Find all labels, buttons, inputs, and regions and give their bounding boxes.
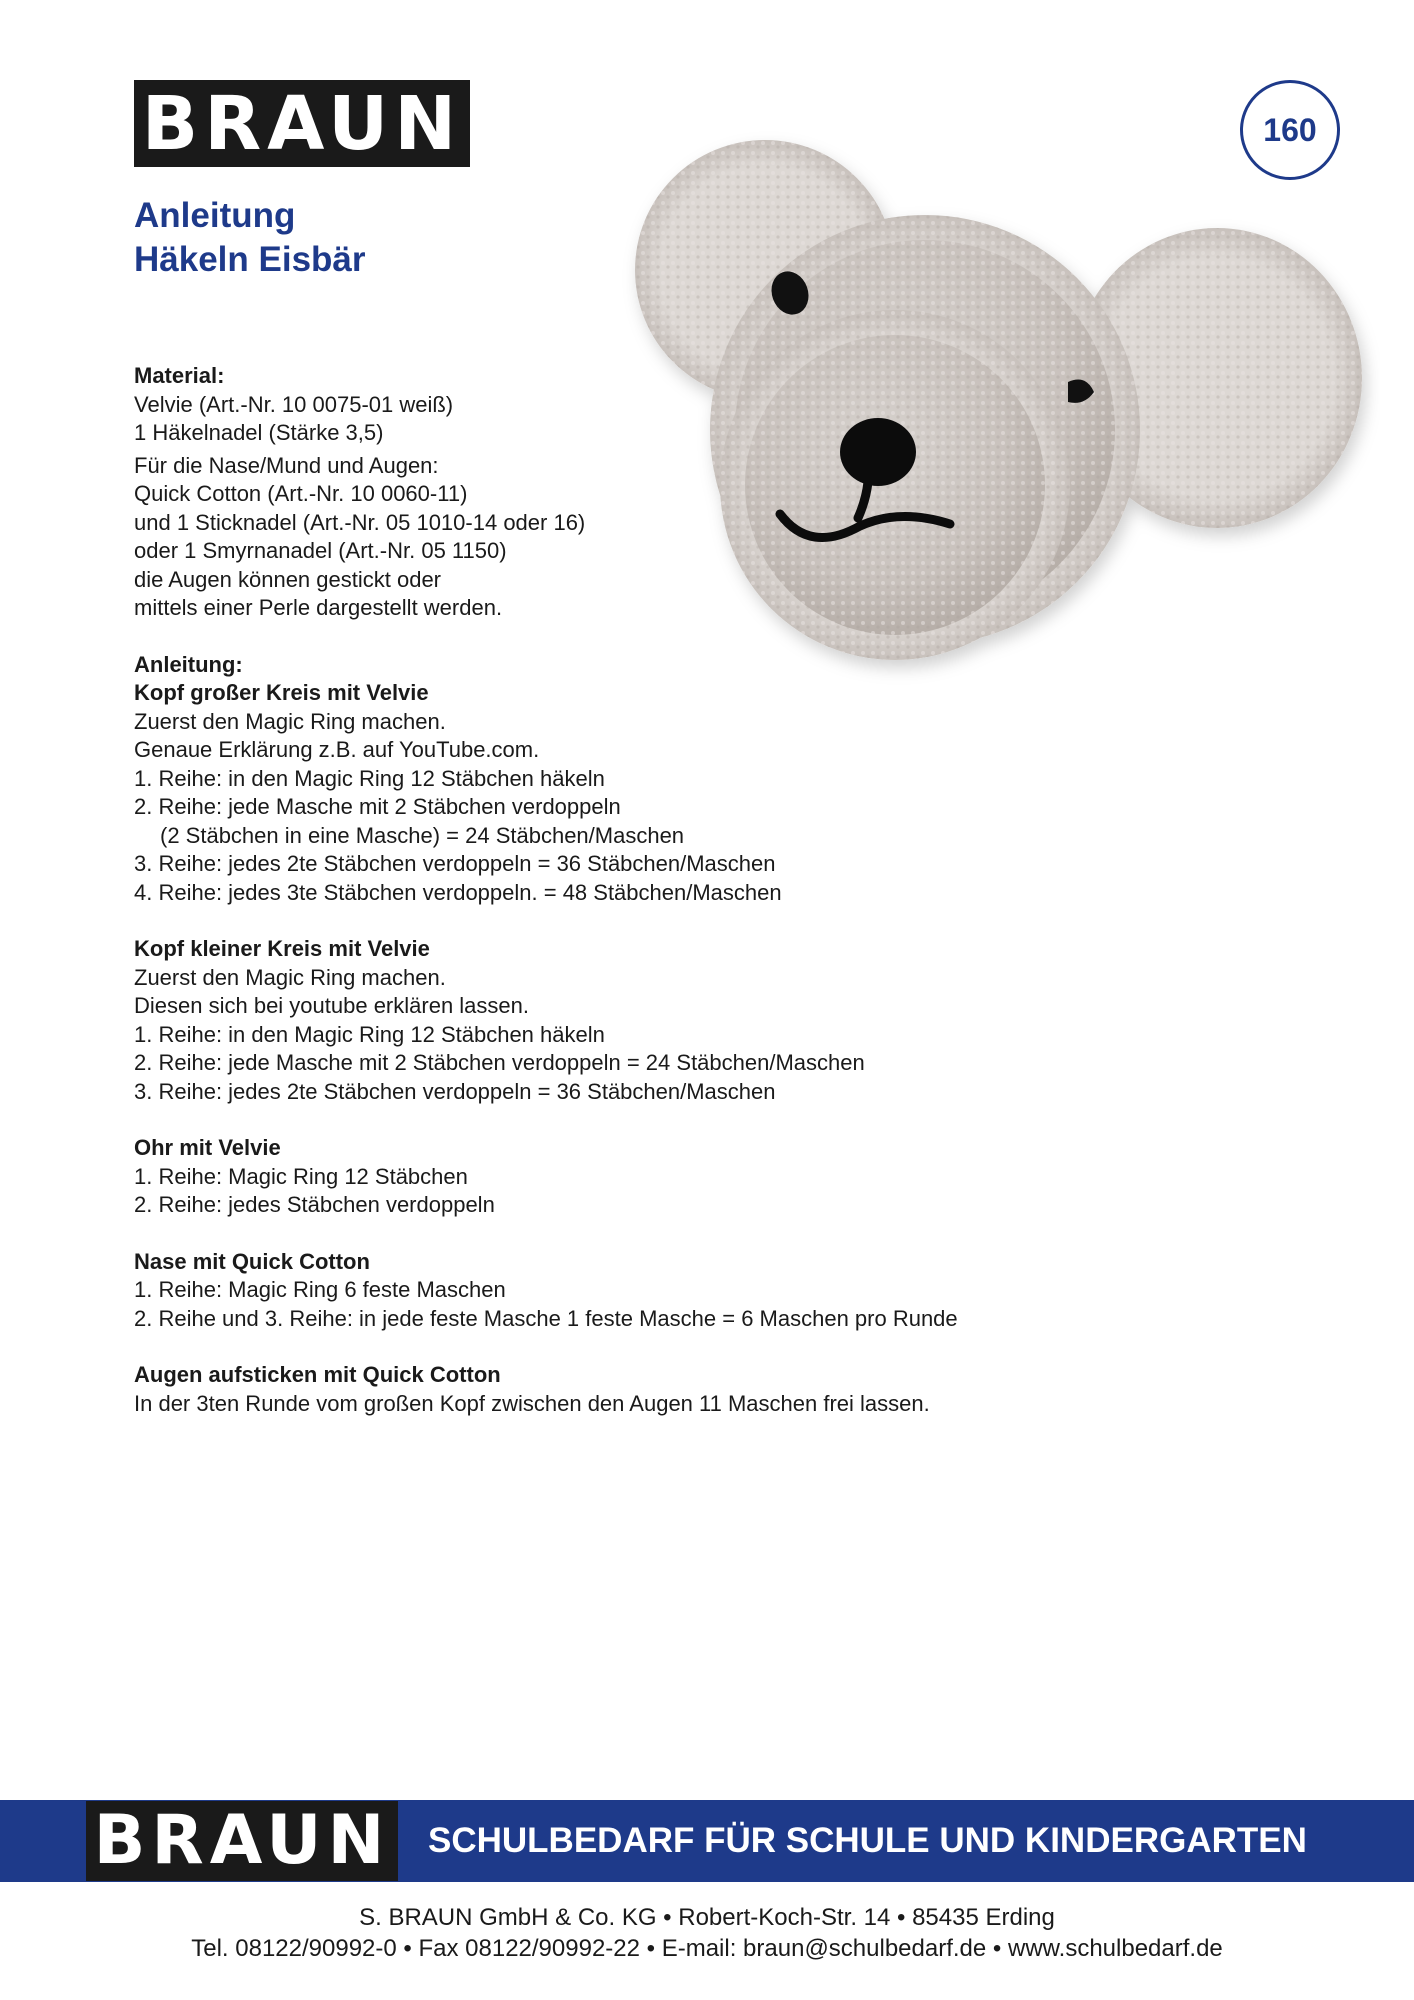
section-line: 1. Reihe: in den Magic Ring 12 Stäbchen häkeln <box>134 1021 605 1047</box>
section-line: 1. Reihe: Magic Ring 6 feste Maschen <box>134 1277 506 1302</box>
material-line: die Augen können gestickt oder <box>134 566 442 592</box>
section-title: Nase mit Quick Cotton <box>134 1248 370 1274</box>
material-line: Velvie (Art.-Nr. 10 0075-01 weiß) <box>134 391 454 417</box>
section-line: 1. Reihe: Magic Ring 12 Stäbchen <box>134 1163 468 1189</box>
material-line: Quick Cotton (Art.-Nr. 10 0060-11) <box>134 481 468 506</box>
section-line: 3. Reihe: jedes 2te Stäbchen verdoppeln = 36 Stäbchen/Maschen <box>134 1078 776 1104</box>
material-line: und 1 Sticknadel (Art.-Nr. 05 1010-14 oder 16) <box>134 509 586 535</box>
section-line: Diesen sich bei youtube erklären lassen. <box>134 993 530 1018</box>
braun-logo <box>134 80 470 167</box>
page-title-line2: Häkeln Eisbär <box>134 240 366 279</box>
footer-slogan: SCHULBEDARF FÜR SCHULE UND KINDERGARTEN <box>428 1821 1307 1860</box>
section-title: Augen aufsticken mit Quick Cotton <box>134 1362 501 1387</box>
logo-text: BRAUN <box>141 80 463 167</box>
material-line: 1 Häkelnadel (Stärke 3,5) <box>134 420 384 445</box>
instructions-content <box>134 362 1134 1418</box>
section-line: 2. Reihe: jede Masche mit 2 Stäbchen verdoppeln <box>134 794 621 819</box>
material-line: oder 1 Smyrnanadel (Art.-Nr. 05 1150) <box>134 538 507 563</box>
section-line: 2. Reihe und 3. Reihe: in jede feste Masche 1 feste Masche = 6 Maschen pro Runde <box>134 1305 958 1331</box>
instructions-heading: Anleitung: <box>134 651 243 677</box>
material-line: Für die Nase/Mund und Augen: <box>134 452 439 478</box>
material-line: mittels einer Perle dargestellt werden. <box>134 595 503 620</box>
section-title: Kopf kleiner Kreis mit Velvie <box>134 936 430 961</box>
page-title-line1: Anleitung <box>134 196 296 235</box>
material-heading: Material: <box>134 363 225 388</box>
footer-contact: Tel. 08122/90992-0 • Fax 08122/90992-22 • E-mail: braun@schulbedarf.de • www.schulbedarf.de <box>191 1935 1223 1962</box>
page-number-badge: 160 <box>1240 80 1340 180</box>
footer-address: S. BRAUN GmbH & Co. KG • Robert-Koch-Str. 14 • 85435 Erding <box>359 1904 1055 1931</box>
section-line: 2. Reihe: jedes Stäbchen verdoppeln <box>134 1192 495 1217</box>
section-line: 4. Reihe: jedes 3te Stäbchen verdoppeln. = 48 Stäbchen/Maschen <box>134 879 782 905</box>
section-line: In der 3ten Runde vom großen Kopf zwischen den Augen 11 Maschen frei lassen. <box>134 1390 930 1416</box>
section-line: Zuerst den Magic Ring machen. <box>134 964 446 990</box>
section-line: 3. Reihe: jedes 2te Stäbchen verdoppeln = 36 Stäbchen/Maschen <box>134 851 776 876</box>
braun-logo-footer <box>86 1801 398 1881</box>
section-line: Zuerst den Magic Ring machen. <box>134 708 446 734</box>
section-line: Genaue Erklärung z.B. auf YouTube.com. <box>134 737 540 762</box>
section-line: 2. Reihe: jede Masche mit 2 Stäbchen verdoppeln = 24 Stäbchen/Maschen <box>134 1050 865 1075</box>
logo-text: BRAUN <box>93 1801 391 1880</box>
section-title: Ohr mit Velvie <box>134 1135 281 1160</box>
section-title: Kopf großer Kreis mit Velvie <box>134 680 429 705</box>
section-line: (2 Stäbchen in eine Masche) = 24 Stäbchen/Maschen <box>160 822 685 848</box>
section-line: 1. Reihe: in den Magic Ring 12 Stäbchen häkeln <box>134 765 605 791</box>
